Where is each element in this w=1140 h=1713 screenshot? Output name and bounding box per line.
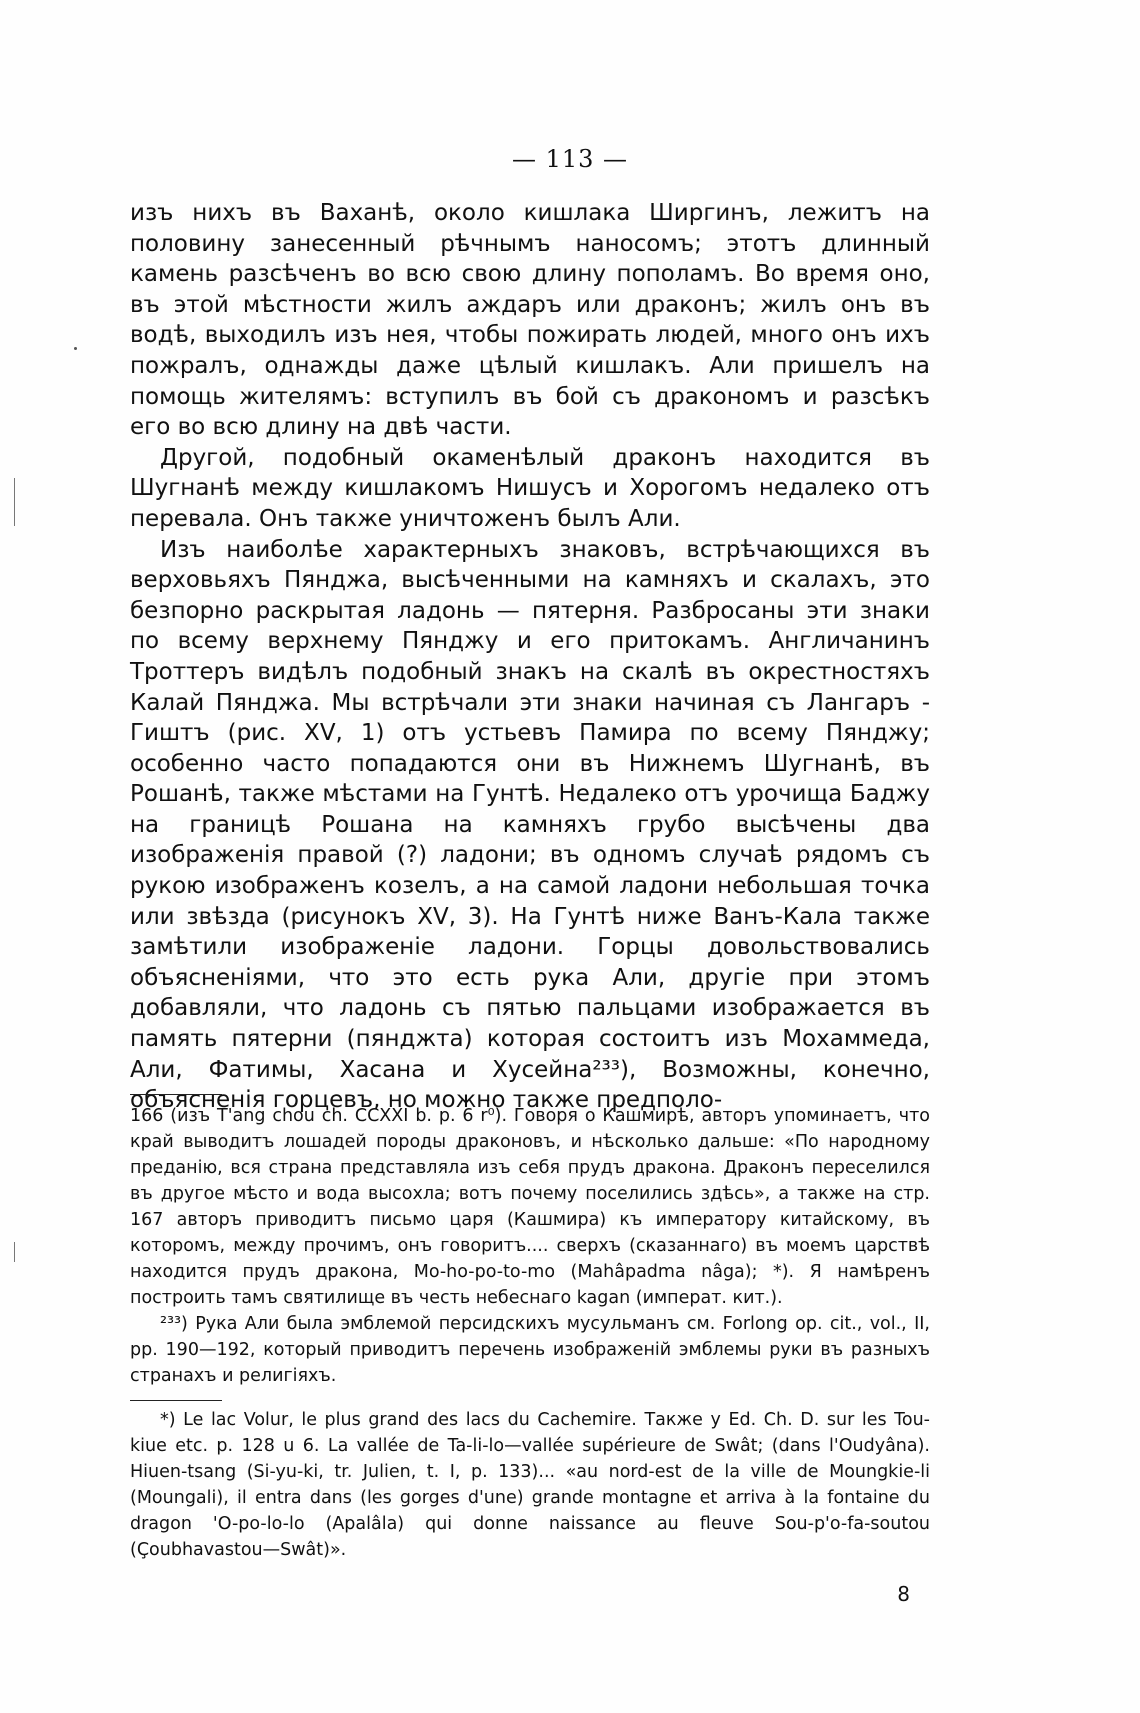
scan-margin-mark (14, 1242, 15, 1262)
footnote: ²³³) Рука Али была эмблемой персидскихъ мусульманъ см. Forlong op. cit., vol., II, pp. 190—192, который приводитъ перечень изображеній эмблемы руки въ разныхъ странахъ и религіяхъ. (130, 1314, 930, 1386)
scan-dust-mark (74, 347, 77, 350)
subnote-separator (130, 1400, 222, 1401)
scan-margin-mark (14, 478, 15, 526)
paragraph: изъ нихъ въ Ваханѣ, около кишлака Ширгинъ, лежитъ на половину занесенный рѣчнымъ наносомъ; этотъ длинный камень разсѣченъ во всю свою длину пополамъ. Во время оно, въ этой мѣстности жилъ аждаръ или драконъ; жилъ онъ въ водѣ, выходилъ изъ нея, чтобы пожирать людей, много онъ ихъ пожралъ, однажды даже цѣлый кишлакъ. Али пришелъ на помощь жителямъ: вступилъ въ бой съ дракономъ и разсѣкъ его во всю длину на двѣ части. (130, 200, 930, 441)
paragraph: Другой, подобный окаменѣлый драконъ находится въ Шугнанѣ между кишлакомъ Нишусъ и Хорогомъ недалеко отъ перевала. Онъ также уничтоженъ былъ Али. (130, 444, 930, 532)
page-number: — 113 — (511, 145, 629, 173)
footnotes (130, 1103, 930, 1389)
footnote: 166 (изъ T'ang chou ch. CCXXI b. p. 6 r⁰). Говоря о Кашмирѣ, авторъ упоминаетъ, что край выводитъ лошадей породы драконовъ, и нѣсколько дальше: «По народному преданію, вся страна представляла изъ себя прудъ дракона. Драконъ переселился въ другое мѣсто и вода высохла; вотъ почему поселились здѣсь», а также на стр. 167 авторъ приводитъ письмо царя (Кашмира) къ императору китайскому, въ которомъ, между прочимъ, онъ говоритъ.... сверхъ (сказаннаго) въ моемъ царствѣ находится прудъ дракона, Mo-ho-po-to-mo (Mahâpadma nâga); *). Я намѣренъ построить тамъ святилище въ честь небеснаго kagan (императ. кит.). (130, 1106, 930, 1308)
signature-mark: 8 (897, 1582, 910, 1606)
footnote-separator (130, 1094, 222, 1095)
paragraph: Изъ наиболѣе характерныхъ знаковъ, встрѣчающихся въ верховьяхъ Пянджа, высѣченными на камняхъ и скалахъ, это безпорно раскрытая ладонь — пятерня. Разбросаны эти знаки по всему верхнему Пянджу и его притокамъ. Англичанинъ Троттеръ видѣлъ подобный знакъ на скалѣ въ окрестностяхъ Калай Пянджа. Мы встрѣчали эти знаки начиная съ Лангаръ - Гиштъ (рис. XV, 1) отъ устьевъ Памира по всему Пянджу; особенно часто попадаются они въ Нижнемъ Шугнанѣ, въ Рошанѣ, также мѣстами на Гунтѣ. Недалеко отъ урочища Баджу на границѣ Рошана на камняхъ грубо высѣчены два изображенія правой (?) ладони; въ одномъ случаѣ рядомъ съ рукою изображенъ козелъ, а на самой ладони небольшая точка или звѣзда (рисунокъ XV, 3). На Гунтѣ ниже Ванъ-Кала также замѣтили изображеніе ладони. Горцы довольствовались объясненіями, что это есть рука Али, другіе при этомъ добавляли, что ладонь съ пятью пальцами изображается въ память пятерни (пянджта) которая состоитъ изъ Мохаммеда, Али, Фатимы, Хасана и Хусейна²³³), Возможны, конечно, объясненія горцевъ, но можно также предполо- (130, 536, 930, 1114)
main-text (130, 198, 930, 1116)
subnote: *) Le lac Volur, le plus grand des lacs du Cachemire. Также у Ed. Ch. D. sur les Tou-kiue etc. p. 128 u 6. La vallée de Ta-li-lo—vallée supérieure de Swât; (dans l'Oudyâna). Hiuen-tsang (Si-yu-ki, tr. Julien, t. I, p. 133)... «au nord-est de la ville de Moungkie-li (Moungali), il entra dans (les gorges d'une) grande montagne et arriva à la fontaine du dragon 'O-po-lo-lo (Apalâla) qui donne naissance au fleuve Sou-p'o-fa-soutou (Çoubhavastou—Swât)». (130, 1410, 930, 1560)
subnote-block (130, 1407, 930, 1563)
